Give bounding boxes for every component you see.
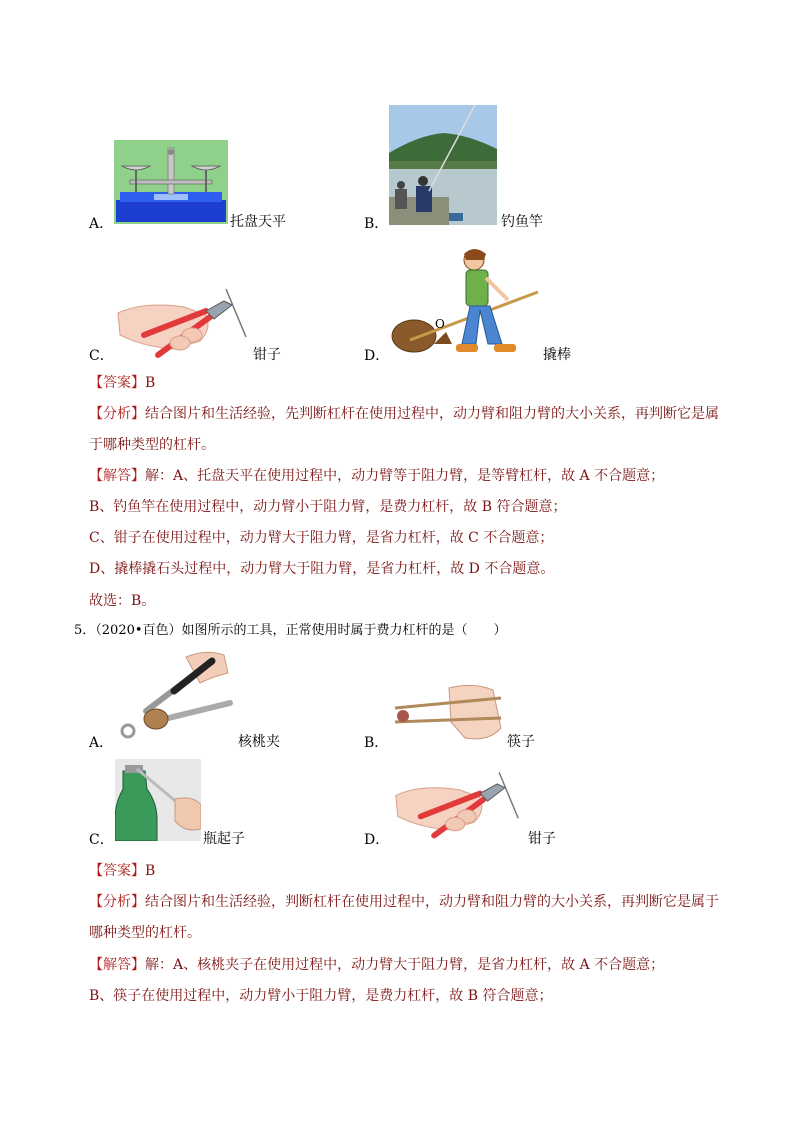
solution-tag: 【解答】	[89, 957, 145, 973]
q4-solution-d: D、撬棒撬石头过程中，动力臂大于阻力臂，是省力杠杆，故 D 不合题意。	[89, 561, 555, 577]
pliers-image-q5	[392, 766, 524, 842]
q4-option-d-letter: D．	[364, 348, 390, 364]
analysis-tag: 【分析】	[89, 406, 145, 422]
answer-tag: 【答案】	[89, 375, 145, 391]
q4-answer	[89, 374, 155, 392]
q5-stem: 5．（2020•百色）如图所示的工具，正常使用时属于费力杠杆的是（ ）	[74, 623, 507, 638]
q5-option-a-letter: A．	[89, 735, 114, 751]
q4-solution-b: B、钓鱼竿在使用过程中，动力臂小于阻力臂，是费力杠杆，故 B 符合题意；	[89, 499, 567, 515]
balance-scale-image	[114, 140, 228, 224]
q4-option-b-letter: B．	[364, 216, 389, 232]
q5-option-b-letter: B．	[364, 735, 389, 751]
q4-option-c-letter: C．	[89, 348, 114, 364]
q4-solution-c: C、钳子在使用过程中，动力臂大于阻力臂，是省力杠杆，故 C 不合题意；	[89, 530, 554, 546]
q5-option-b-caption: 筷子	[507, 734, 535, 750]
q4-option-d-caption: 撬棒	[543, 347, 571, 363]
q5-analysis-continued: 哪种类型的杠杆。	[89, 925, 201, 941]
chopsticks-image	[393, 682, 505, 744]
answer-value: B	[145, 863, 156, 879]
pliers-image	[114, 283, 252, 361]
q4-solution	[89, 467, 664, 485]
analysis-text: 结合图片和生活经验，先判断杠杆在使用过程中，动力臂和阻力臂的大小关系，再判断它是属	[145, 406, 719, 422]
bottle-opener-image	[115, 759, 201, 841]
nutcracker-image	[116, 647, 234, 743]
q4-option-c-caption: 钳子	[253, 347, 281, 363]
q5-option-c-letter: C．	[89, 832, 114, 848]
analysis-text: 结合图片和生活经验，判断杠杆在使用过程中，动力臂和阻力臂的大小关系，再判断它是属于	[145, 894, 719, 910]
q5-option-a-caption: 核桃夹	[238, 734, 280, 750]
analysis-tag: 【分析】	[89, 894, 145, 910]
solution-tag: 【解答】	[89, 468, 145, 484]
q4-analysis	[89, 405, 719, 423]
q5-option-d-letter: D．	[364, 832, 390, 848]
q4-option-a-caption: 托盘天平	[230, 214, 286, 230]
q5-answer	[89, 862, 155, 880]
crowbar-pivot-label: O	[435, 317, 445, 331]
q5-option-d-caption: 钳子	[528, 831, 556, 847]
q5-analysis	[89, 893, 719, 911]
crowbar-image	[390, 248, 540, 360]
q5-solution-b: B、筷子在使用过程中，动力臂小于阻力臂，是费力杠杆，故 B 符合题意；	[89, 988, 553, 1004]
q4-conclusion: 故选：B。	[89, 593, 156, 609]
q4-option-b-caption: 钓鱼竿	[501, 214, 543, 230]
q5-option-c-caption: 瓶起子	[203, 831, 245, 847]
q4-option-a-letter: A．	[89, 216, 114, 232]
q5-solution	[89, 956, 664, 974]
answer-tag: 【答案】	[89, 863, 145, 879]
solution-text: 解：A、核桃夹子在使用过程中，动力臂大于阻力臂，是省力杠杆，故 A 不合题意；	[145, 957, 665, 973]
q4-analysis-continued: 于哪种类型的杠杆。	[89, 437, 215, 453]
fishing-rod-image	[389, 105, 497, 225]
answer-value: B	[145, 375, 156, 391]
solution-text: 解：A、托盘天平在使用过程中，动力臂等于阻力臂，是等臂杠杆，故 A 不合题意；	[145, 468, 665, 484]
